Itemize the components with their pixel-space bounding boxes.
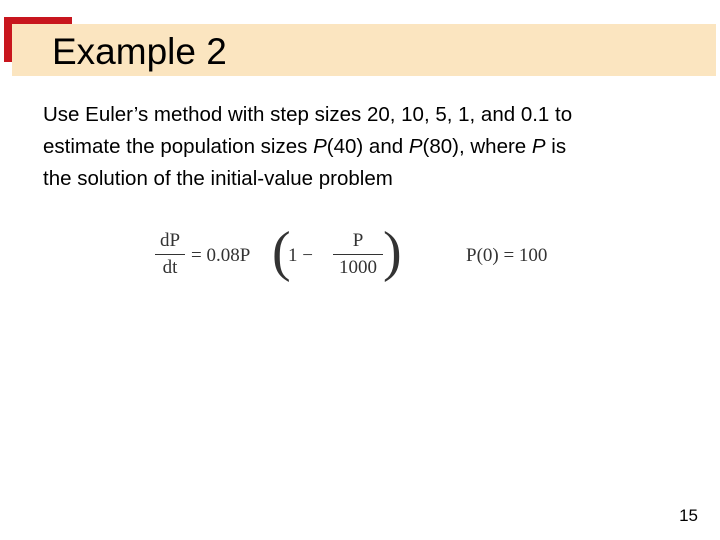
one-minus: 1 −: [288, 245, 313, 266]
lhs-denominator: dt: [162, 257, 178, 278]
slide-number: 15: [679, 506, 698, 525]
lhs-fraction: [155, 230, 185, 279]
slide-title: Example 2: [52, 31, 227, 72]
inner-numerator: P: [352, 230, 364, 251]
lhs-numerator: dP: [159, 230, 181, 251]
statement-line-2: estimate the population sizes P(40) and P(80), where P is: [43, 135, 567, 158]
left-paren: (: [272, 221, 291, 283]
lhs-fraction-bar: [155, 254, 185, 255]
inner-fraction-bar: [333, 254, 383, 255]
statement-line-1: Use Euler’s method with step sizes 20, 10, 5, 1, and 0.1 to: [43, 103, 573, 126]
right-paren: ): [383, 221, 402, 283]
problem-statement: [43, 99, 683, 195]
rhs-prefix: = 0.08P: [191, 245, 251, 266]
statement-line-3: the solution of the initial-value problem: [43, 167, 393, 190]
inner-fraction: [333, 230, 383, 279]
inner-denominator: 1000: [339, 257, 377, 278]
initial-condition: P(0) = 100: [466, 245, 548, 266]
